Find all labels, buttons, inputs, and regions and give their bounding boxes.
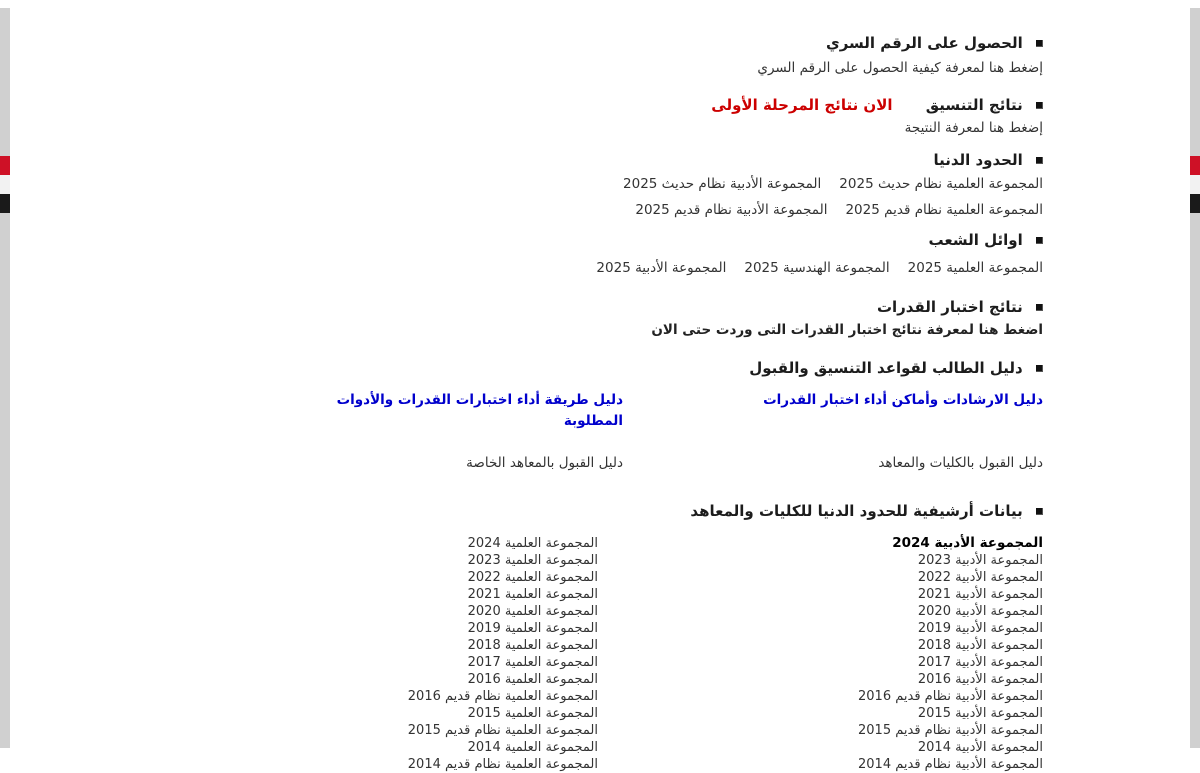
egypt-flag-stripe-right bbox=[1190, 156, 1200, 213]
results-title: نتائج التنسيق bbox=[925, 96, 1023, 114]
toppers-row bbox=[281, 258, 1043, 278]
section-min-limits bbox=[281, 150, 1043, 220]
archive-scientific-year-link[interactable]: المجموعة العلمية 2014 bbox=[467, 740, 598, 755]
archive-literary-year-link[interactable]: المجموعة الأدبية 2015 bbox=[917, 706, 1043, 721]
min-limits-title: الحدود الدنيا bbox=[933, 151, 1023, 169]
aptitude-heading bbox=[281, 297, 1043, 317]
flag-white-band bbox=[0, 175, 10, 194]
toppers-link[interactable]: المجموعة الأدبية 2025 bbox=[596, 260, 727, 276]
guide-cell bbox=[281, 452, 623, 473]
section-archive bbox=[281, 501, 1043, 773]
archive-literary-column bbox=[598, 535, 1043, 773]
guide-instructions-link[interactable]: دليل الارشادات وأماكن أداء اختبار القدرات bbox=[763, 392, 1043, 408]
secret-number-title: الحصول على الرقم السري bbox=[825, 34, 1023, 52]
results-phase1-announcement: الان نتائج المرحلة الأولى bbox=[711, 96, 893, 114]
archive-scientific-year-link[interactable]: المجموعة العلمية نظام قديم 2015 bbox=[407, 723, 598, 738]
min-limits-link[interactable]: المجموعة العلمية نظام قديم 2025 bbox=[845, 202, 1043, 218]
archive-literary-year-link[interactable]: المجموعة الأدبية 2023 bbox=[917, 553, 1043, 568]
toppers-title: اوائل الشعب bbox=[928, 231, 1023, 249]
archive-scientific-year-link[interactable]: المجموعة العلمية نظام قديم 2014 bbox=[407, 757, 598, 772]
archive-scientific-year-link[interactable]: المجموعة العلمية 2023 bbox=[467, 553, 598, 568]
aptitude-results-link[interactable]: اضغط هنا لمعرفة نتائج اختبار القدرات التى وردت حتى الان bbox=[651, 322, 1043, 338]
section-secret-number bbox=[281, 33, 1043, 78]
archive-scientific-year-link[interactable]: المجموعة العلمية 2017 bbox=[467, 655, 598, 670]
guide-colleges-admission-link[interactable]: دليل القبول بالكليات والمعاهد bbox=[878, 455, 1043, 471]
archive-scientific-year-link[interactable]: المجموعة العلمية نظام قديم 2016 bbox=[407, 689, 598, 704]
archive-literary-year-link[interactable]: المجموعة الأدبية 2017 bbox=[917, 655, 1043, 670]
flag-red-band bbox=[1190, 156, 1200, 175]
guide-test-method-link[interactable]: دليل طريقة أداء اختبارات القدرات والأدوات المطلوبة bbox=[336, 392, 623, 429]
secret-number-link[interactable]: إضغط هنا لمعرفة كيفية الحصول على الرقم السري bbox=[757, 60, 1043, 76]
guide-cell bbox=[281, 389, 623, 431]
square-bullet-icon bbox=[1036, 365, 1043, 372]
archive-literary-year-link[interactable]: المجموعة الأدبية 2019 bbox=[917, 621, 1043, 636]
min-limits-old-system-row bbox=[281, 200, 1043, 220]
archive-literary-year-link[interactable]: المجموعة الأدبية 2021 bbox=[917, 587, 1043, 602]
archive-literary-year-link[interactable]: المجموعة الأدبية نظام قديم 2015 bbox=[858, 723, 1043, 738]
toppers-link[interactable]: المجموعة العلمية 2025 bbox=[907, 260, 1043, 276]
archive-scientific-year-link[interactable]: المجموعة العلمية 2024 bbox=[467, 536, 598, 551]
min-limits-link[interactable]: المجموعة الأدبية نظام قديم 2025 bbox=[635, 202, 828, 218]
flag-black-band bbox=[0, 194, 10, 213]
egypt-flag-stripe-left bbox=[0, 156, 10, 213]
archive-heading bbox=[281, 501, 1043, 521]
guide-heading bbox=[281, 358, 1043, 378]
flag-black-band bbox=[1190, 194, 1200, 213]
section-guide bbox=[281, 358, 1043, 473]
guide-private-institutes-link[interactable]: دليل القبول بالمعاهد الخاصة bbox=[466, 455, 623, 471]
square-bullet-icon bbox=[1036, 508, 1043, 515]
flag-white-band bbox=[1190, 175, 1200, 194]
results-link[interactable]: إضغط هنا لمعرفة النتيجة bbox=[904, 120, 1043, 136]
archive-literary-year-link[interactable]: المجموعة الأدبية 2024 bbox=[892, 535, 1043, 551]
min-limits-heading bbox=[281, 150, 1043, 170]
guide-cell bbox=[623, 389, 1043, 431]
archive-scientific-year-link[interactable]: المجموعة العلمية 2015 bbox=[467, 706, 598, 721]
guide-dark-links-row bbox=[281, 452, 1043, 473]
section-toppers bbox=[281, 230, 1043, 278]
results-heading bbox=[281, 95, 1043, 115]
square-bullet-icon bbox=[1036, 237, 1043, 244]
main-content bbox=[10, 0, 1190, 772]
archive-scientific-year-link[interactable]: المجموعة العلمية 2016 bbox=[467, 672, 598, 687]
archive-literary-year-link[interactable]: المجموعة الأدبية نظام قديم 2014 bbox=[858, 757, 1043, 772]
archive-scientific-year-link[interactable]: المجموعة العلمية 2019 bbox=[467, 621, 598, 636]
section-results bbox=[281, 95, 1043, 138]
archive-literary-year-link[interactable]: المجموعة الأدبية 2016 bbox=[917, 672, 1043, 687]
archive-scientific-year-link[interactable]: المجموعة العلمية 2022 bbox=[467, 570, 598, 585]
archive-literary-year-link[interactable]: المجموعة الأدبية 2018 bbox=[917, 638, 1043, 653]
archive-literary-year-link[interactable]: المجموعة الأدبية 2022 bbox=[917, 570, 1043, 585]
page-left-gutter bbox=[0, 8, 10, 748]
toppers-heading bbox=[281, 230, 1043, 250]
square-bullet-icon bbox=[1036, 304, 1043, 311]
archive-scientific-year-link[interactable]: المجموعة العلمية 2018 bbox=[467, 638, 598, 653]
aptitude-title: نتائج اختبار القدرات bbox=[876, 298, 1023, 316]
archive-scientific-column bbox=[281, 535, 598, 773]
section-aptitude bbox=[281, 297, 1043, 340]
archive-years-grid bbox=[281, 535, 1043, 773]
guide-blue-links-row bbox=[281, 389, 1043, 431]
page-right-gutter bbox=[1190, 8, 1200, 748]
min-limits-link[interactable]: المجموعة الأدبية نظام حديث 2025 bbox=[623, 176, 822, 192]
guide-title: دليل الطالب لقواعد التنسيق والقبول bbox=[749, 359, 1023, 377]
flag-red-band bbox=[0, 156, 10, 175]
min-limits-link[interactable]: المجموعة العلمية نظام حديث 2025 bbox=[839, 176, 1043, 192]
archive-title: بيانات أرشيفية للحدود الدنيا للكليات والمعاهد bbox=[690, 502, 1023, 520]
secret-number-heading bbox=[281, 33, 1043, 53]
square-bullet-icon bbox=[1036, 157, 1043, 164]
toppers-link[interactable]: المجموعة الهندسية 2025 bbox=[744, 260, 890, 276]
square-bullet-icon bbox=[1036, 102, 1043, 109]
archive-scientific-year-link[interactable]: المجموعة العلمية 2021 bbox=[467, 587, 598, 602]
min-limits-new-system-row bbox=[281, 174, 1043, 194]
content-column bbox=[281, 0, 1043, 773]
archive-scientific-year-link[interactable]: المجموعة العلمية 2020 bbox=[467, 604, 598, 619]
square-bullet-icon bbox=[1036, 40, 1043, 47]
archive-literary-year-link[interactable]: المجموعة الأدبية 2020 bbox=[917, 604, 1043, 619]
guide-cell bbox=[623, 452, 1043, 473]
archive-literary-year-link[interactable]: المجموعة الأدبية 2014 bbox=[917, 740, 1043, 755]
archive-literary-year-link[interactable]: المجموعة الأدبية نظام قديم 2016 bbox=[858, 689, 1043, 704]
